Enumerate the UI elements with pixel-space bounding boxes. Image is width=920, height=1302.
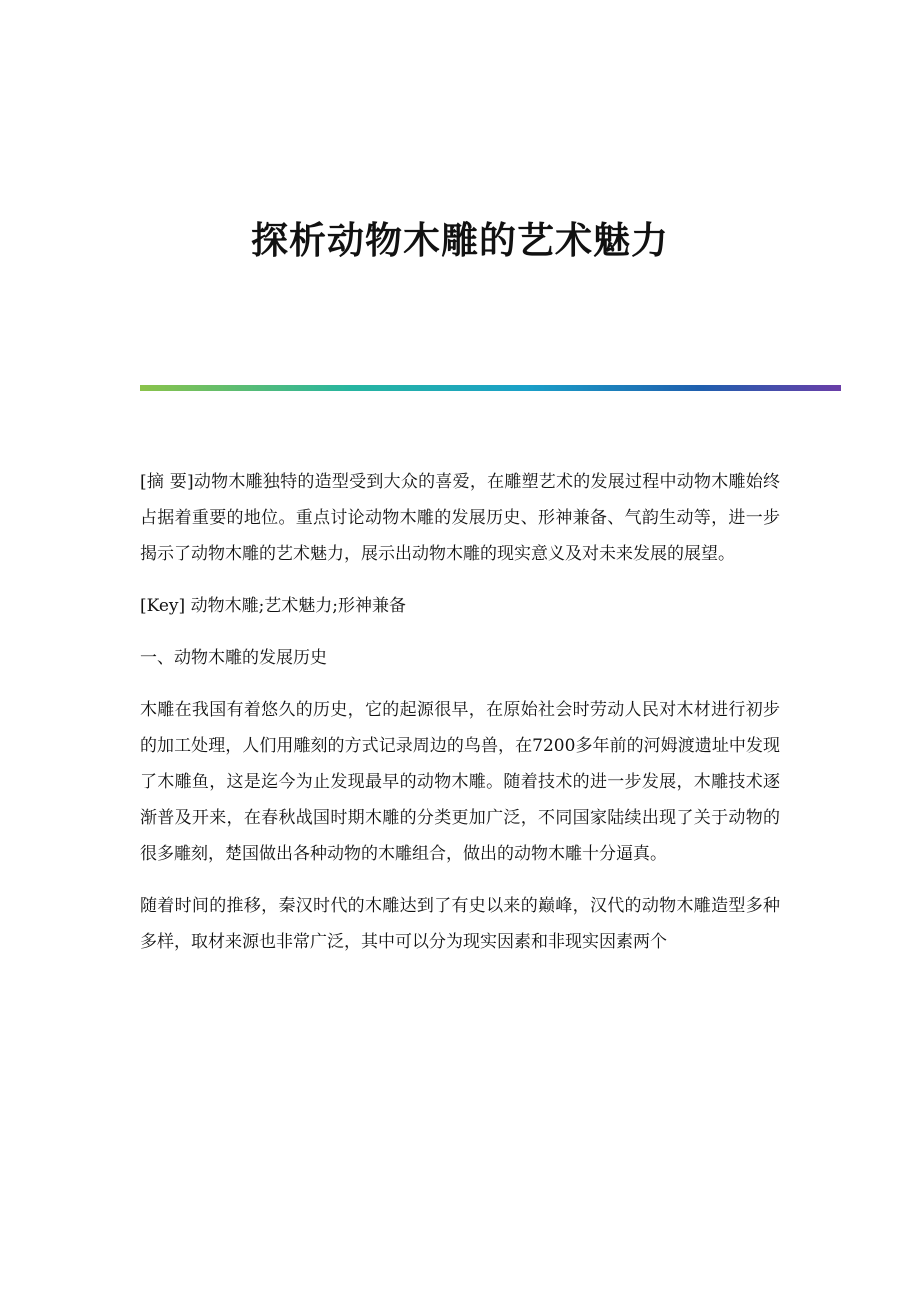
section-heading: 一、动物木雕的发展历史 (140, 648, 327, 668)
keywords-text: 动物木雕;艺术魅力;形神兼备 (190, 596, 407, 616)
keywords-label: [Key] (140, 596, 191, 616)
abstract-text: 动物木雕独特的造型受到大众的喜爱，在雕塑艺术的发展过程中动物木雕始终占据着重要的地位。重点讨论动物木雕的发展历史、形神兼备、气韵生动等，进一步揭示了动物木雕的艺术魅力，展示出动物木雕的现实意义及对未来发展的展望。 (140, 472, 781, 564)
document-title: 探析动物木雕的艺术魅力 (251, 218, 669, 262)
keywords-paragraph (140, 588, 780, 624)
document-body (140, 464, 780, 976)
body-paragraph: 木雕在我国有着悠久的历史，它的起源很早，在原始社会时劳动人民对木材进行初步的加工处理，人们用雕刻的方式记录周边的鸟兽，在7200多年前的河姆渡遗址中发现了木雕鱼，这是迄今为止发现最早的动物木雕。随着技术的进一步发展，木雕技术逐渐普及开来，在春秋战国时期木雕的分类更加广泛，不同国家陆续出现了关于动物的很多雕刻，楚国做出各种动物的木雕组合，做出的动物木雕十分逼真。 (140, 700, 780, 864)
abstract-paragraph (140, 464, 780, 572)
title-divider (140, 385, 841, 391)
abstract-label: [摘 要] (140, 472, 194, 492)
body-paragraph: 随着时间的推移，秦汉时代的木雕达到了有史以来的巅峰，汉代的动物木雕造型多种多样，取材来源也非常广泛，其中可以分为现实因素和非现实因素两个 (140, 896, 780, 952)
